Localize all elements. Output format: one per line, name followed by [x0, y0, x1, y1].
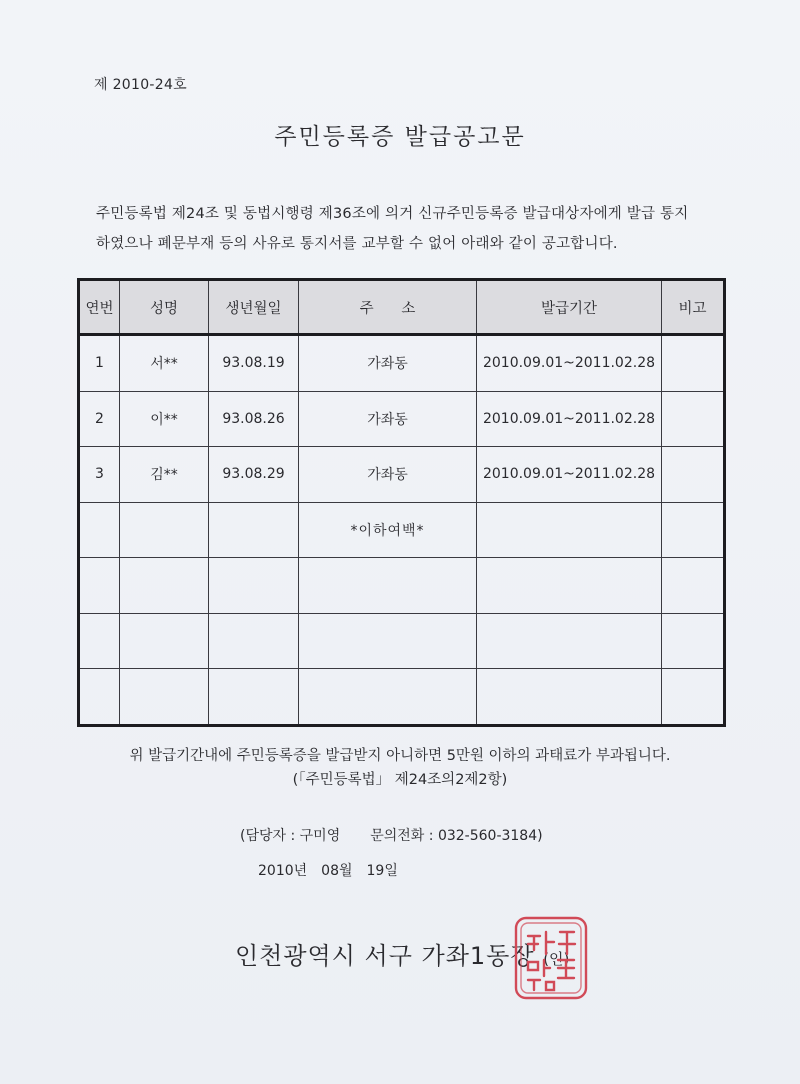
law-reference: (「주민등록법」 제24조의2제2항)	[292, 772, 508, 788]
date-year: 2010년	[258, 863, 308, 879]
cell-empty	[79, 502, 120, 558]
cell-note	[662, 391, 725, 447]
cell-note	[662, 335, 725, 392]
cell-empty	[120, 613, 209, 669]
cell-empty	[662, 502, 725, 558]
header-birth: 생년월일	[209, 280, 299, 335]
cell-empty	[120, 502, 209, 558]
cell-empty	[79, 558, 120, 614]
cell-address: 가좌동	[299, 335, 477, 392]
cell-note	[662, 447, 725, 503]
table-row	[79, 391, 725, 447]
intro-paragraph	[96, 199, 736, 259]
recipient-table	[77, 278, 726, 727]
contact-phone: 문의전화 : 032-560-3184)	[370, 828, 543, 844]
cell-name: 김**	[120, 447, 209, 503]
cell-empty	[209, 613, 299, 669]
cell-birth: 93.08.29	[209, 447, 299, 503]
cell-period: 2010.09.01~2011.02.28	[477, 447, 662, 503]
date-month: 08월	[321, 863, 353, 879]
header-name: 성명	[120, 280, 209, 335]
cell-empty	[299, 613, 477, 669]
table-row	[79, 335, 725, 392]
cell-empty	[662, 558, 725, 614]
cell-name: 서**	[120, 335, 209, 392]
header-no: 연번	[79, 280, 120, 335]
table-row-empty	[79, 613, 725, 669]
document-title: 주민등록증 발급공고문	[274, 124, 526, 150]
table-header-row	[79, 280, 725, 335]
official-seal-stamp-icon	[512, 914, 590, 1002]
cell-empty	[209, 558, 299, 614]
table-row-blank-note	[79, 502, 725, 558]
cell-empty	[209, 669, 299, 726]
cell-empty	[477, 502, 662, 558]
cell-period: 2010.09.01~2011.02.28	[477, 391, 662, 447]
cell-birth: 93.08.26	[209, 391, 299, 447]
seal-mark: (인)	[543, 950, 570, 968]
cell-empty	[477, 669, 662, 726]
table-row-empty	[79, 669, 725, 726]
cell-empty	[79, 669, 120, 726]
contact-person: (담당자 : 구미영	[240, 828, 341, 844]
cell-address: 가좌동	[299, 447, 477, 503]
cell-empty	[662, 613, 725, 669]
table-row	[79, 447, 725, 503]
document-number: 제 2010-24호	[94, 77, 187, 93]
cell-empty	[299, 669, 477, 726]
cell-empty	[299, 558, 477, 614]
issuer-name: 인천광역시 서구 가좌1동장	[235, 942, 535, 970]
cell-no: 1	[79, 335, 120, 392]
table-row-empty	[79, 558, 725, 614]
cell-empty	[477, 558, 662, 614]
cell-empty	[120, 669, 209, 726]
cell-empty	[209, 502, 299, 558]
cell-empty	[662, 669, 725, 726]
cell-empty	[79, 613, 120, 669]
cell-birth: 93.08.19	[209, 335, 299, 392]
cell-no: 3	[79, 447, 120, 503]
cell-address: 가좌동	[299, 391, 477, 447]
penalty-notice	[0, 744, 800, 792]
cell-empty	[477, 613, 662, 669]
intro-line-1: 주민등록법 제24조 및 동법시행령 제36조에 의거 신규주민등록증 발급대상자에게 발급 통지	[96, 206, 689, 222]
cell-no: 2	[79, 391, 120, 447]
header-address: 주 소	[299, 280, 477, 335]
issue-date	[258, 860, 412, 880]
header-period: 발급기간	[477, 280, 662, 335]
date-day: 19일	[366, 863, 398, 879]
blank-note: *이하여백*	[299, 502, 477, 558]
intro-line-2: 하였으나 폐문부재 등의 사유로 통지서를 교부할 수 없어 아래와 같이 공고합니다.	[96, 236, 618, 252]
penalty-line: 위 발급기간내에 주민등록증을 발급받지 아니하면 5만원 이하의 과태료가 부과됩니다.	[129, 748, 671, 764]
header-note: 비고	[662, 280, 725, 335]
contact-info	[240, 825, 543, 845]
cell-name: 이**	[120, 391, 209, 447]
cell-empty	[120, 558, 209, 614]
cell-period: 2010.09.01~2011.02.28	[477, 335, 662, 392]
